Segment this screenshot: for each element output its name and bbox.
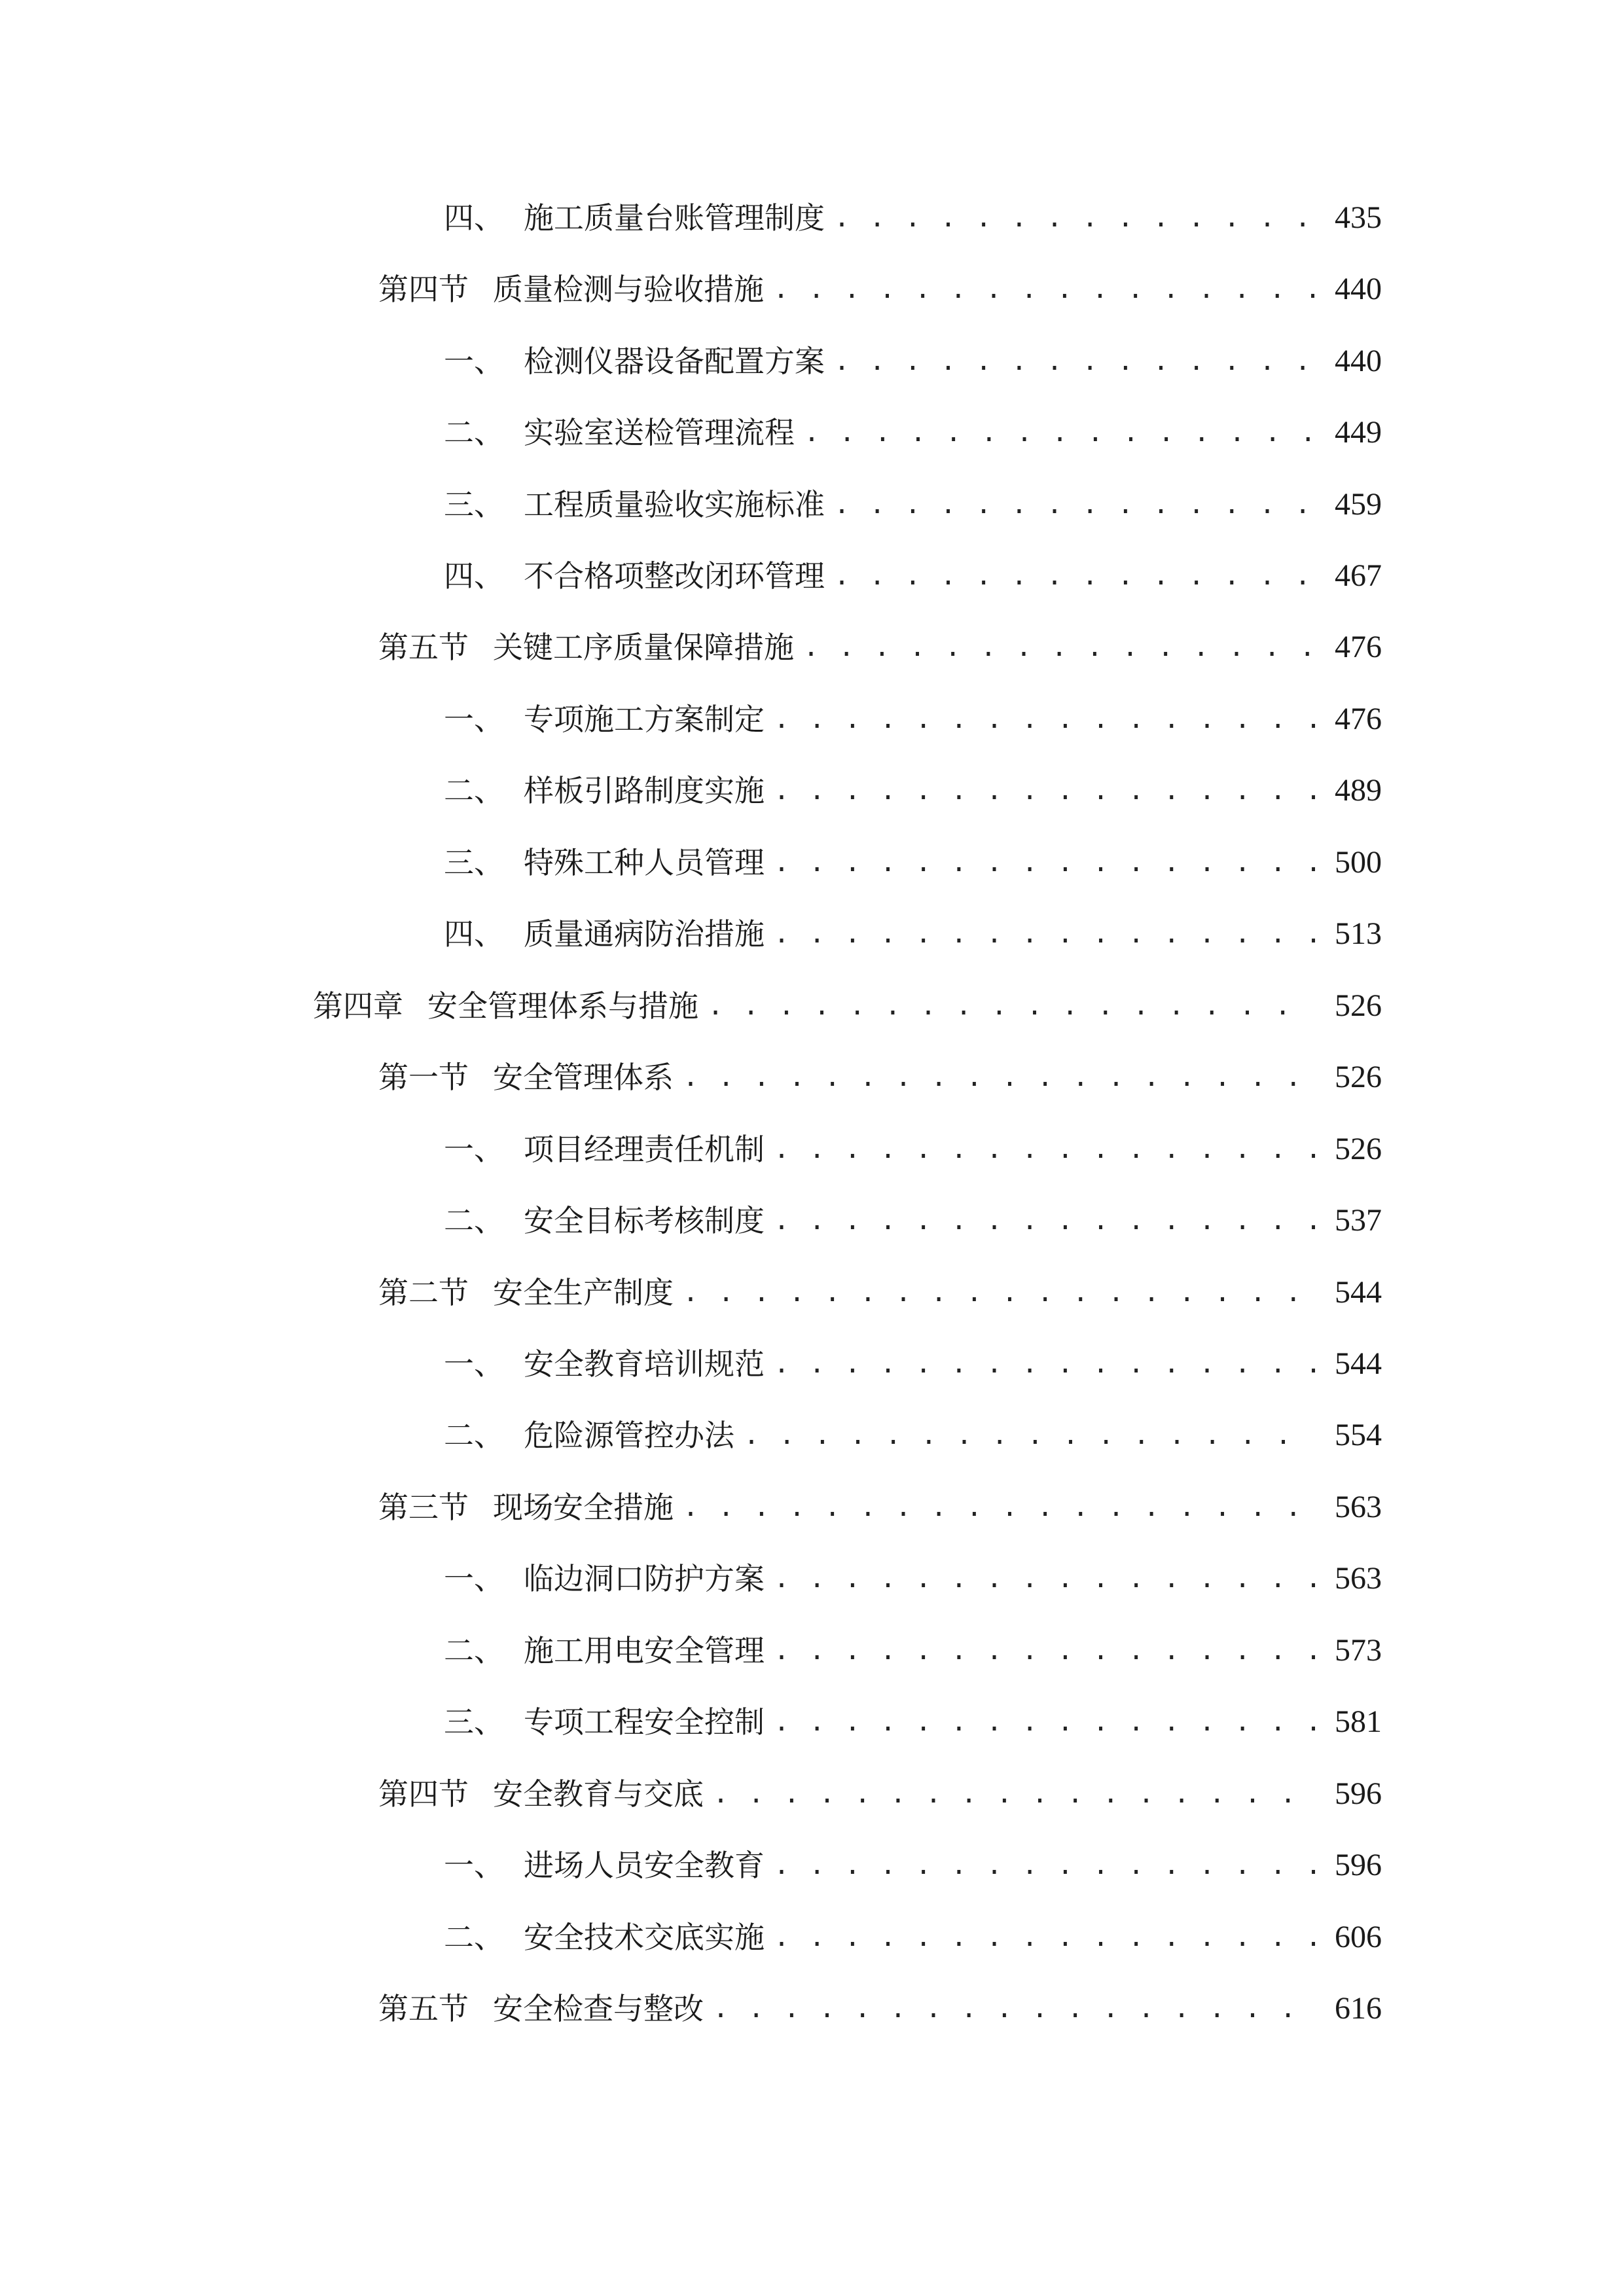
toc-entry[interactable] [444,410,1382,456]
entry-page-number: 476 [1335,702,1382,736]
toc-entry[interactable] [444,1126,1382,1172]
entry-number: 四、 [444,916,504,952]
dot-leader [774,768,1316,814]
entry-page-number: 563 [1335,1490,1382,1524]
entry-number: 一、 [444,1848,504,1883]
entry-page-number: 596 [1335,1848,1382,1882]
dot-leader [834,482,1316,528]
entry-number: 一、 [444,1132,504,1167]
entry-number: 一、 [444,1346,504,1382]
dot-leader [713,1986,1316,2032]
entry-title: 安全管理体系与措施 [427,988,698,1024]
toc-entry[interactable] [444,840,1382,886]
entry-page-number: 489 [1335,773,1382,808]
dot-leader [834,195,1316,241]
dot-leader [834,553,1316,599]
dot-leader [774,1628,1316,1674]
entry-title: 关键工序质量保障措施 [493,630,794,665]
toc-entry[interactable] [444,195,1382,241]
entry-page-number: 435 [1335,200,1382,235]
entry-number: 三、 [444,487,504,522]
entry-page-number: 596 [1335,1776,1382,1811]
entry-title: 质量通病防治措施 [524,916,765,952]
entry-number: 第一节 [378,1060,469,1095]
toc-entry[interactable] [444,1198,1382,1244]
dot-leader [744,1412,1316,1458]
toc-entry[interactable] [378,266,1382,312]
toc-entry[interactable] [444,1412,1382,1458]
entry-number: 第三节 [378,1490,469,1525]
dot-leader [774,1699,1316,1745]
toc-entry[interactable] [378,1986,1382,2032]
toc-entry[interactable] [444,911,1382,957]
entry-number: 二、 [444,773,504,808]
entry-title: 特殊工种人员管理 [524,845,765,880]
toc-entry[interactable] [444,1699,1382,1745]
entry-number: 四、 [444,200,504,236]
entry-title: 现场安全措施 [493,1490,674,1525]
entry-number: 二、 [444,1418,504,1453]
entry-number: 一、 [444,1561,504,1596]
toc-entry[interactable] [378,1771,1382,1817]
entry-page-number: 513 [1335,916,1382,951]
entry-page-number: 526 [1335,1132,1382,1166]
entry-title: 专项施工方案制定 [524,702,765,737]
entry-number: 第四节 [378,272,469,307]
entry-page-number: 440 [1335,344,1382,378]
entry-page-number: 544 [1335,1346,1382,1381]
entry-page-number: 440 [1335,272,1382,306]
entry-page-number: 476 [1335,630,1382,664]
entry-page-number: 449 [1335,415,1382,450]
entry-number: 二、 [444,1920,504,1955]
entry-number: 第二节 [378,1275,469,1310]
entry-title: 进场人员安全教育 [524,1848,765,1883]
entry-page-number: 563 [1335,1561,1382,1596]
toc-entry[interactable] [444,553,1382,599]
entry-page-number: 537 [1335,1203,1382,1238]
entry-number: 第四章 [313,988,403,1024]
dot-leader [683,1270,1316,1316]
dot-leader [683,1484,1316,1530]
toc-entry[interactable] [444,1628,1382,1674]
entry-title: 安全生产制度 [493,1275,674,1310]
toc-entry[interactable] [378,1484,1382,1530]
entry-page-number: 573 [1335,1633,1382,1668]
entry-number: 一、 [444,344,504,379]
entry-page-number: 467 [1335,558,1382,593]
toc-entry[interactable] [444,1341,1382,1387]
dot-leader [708,983,1316,1029]
dot-leader [774,1914,1316,1960]
entry-page-number: 500 [1335,845,1382,880]
entry-title: 检测仪器设备配置方案 [524,344,825,379]
dot-leader [803,624,1316,670]
toc-entry[interactable] [378,1270,1382,1316]
entry-number: 一、 [444,702,504,737]
entry-page-number: 606 [1335,1920,1382,1954]
entry-page-number: 554 [1335,1418,1382,1452]
dot-leader [774,911,1316,957]
entry-title: 项目经理责任机制 [524,1132,765,1167]
dot-leader [804,410,1316,456]
entry-title: 临边洞口防护方案 [524,1561,765,1596]
entry-page-number: 616 [1335,1991,1382,2026]
dot-leader [834,338,1316,384]
dot-leader [774,1341,1316,1387]
toc-entry[interactable] [313,983,1382,1029]
entry-title: 安全检查与整改 [493,1991,704,2026]
dot-leader [773,266,1316,312]
toc-entry[interactable] [444,338,1382,384]
entry-title: 专项工程安全控制 [524,1704,765,1740]
entry-title: 施工用电安全管理 [524,1633,765,1668]
entry-title: 施工质量台账管理制度 [524,200,825,236]
toc-entry[interactable] [444,1842,1382,1888]
entry-number: 第五节 [378,1991,469,2026]
dot-leader [683,1054,1316,1100]
toc-entry[interactable] [444,696,1382,742]
entry-page-number: 526 [1335,1060,1382,1094]
toc-entry[interactable] [444,768,1382,814]
dot-leader [774,1126,1316,1172]
entry-page-number: 581 [1335,1704,1382,1739]
entry-number: 第五节 [378,630,469,665]
toc-entry[interactable] [378,1054,1382,1100]
dot-leader [774,696,1316,742]
entry-number: 二、 [444,1203,504,1238]
entry-title: 不合格项整改闭环管理 [524,558,825,594]
toc-entry[interactable] [444,1914,1382,1960]
entry-title: 工程质量验收实施标准 [524,487,825,522]
dot-leader [774,1198,1316,1244]
dot-leader [774,840,1316,886]
toc-entry[interactable] [444,482,1382,528]
entry-title: 安全目标考核制度 [524,1203,765,1238]
entry-title: 安全教育培训规范 [524,1346,765,1382]
dot-leader [774,1842,1316,1888]
entry-number: 三、 [444,845,504,880]
dot-leader [774,1556,1316,1602]
entry-number: 第四节 [378,1776,469,1812]
entry-title: 实验室送检管理流程 [524,415,795,450]
entry-title: 质量检测与验收措施 [493,272,764,307]
dot-leader [713,1771,1316,1817]
entry-title: 危险源管控办法 [524,1418,734,1453]
entry-number: 四、 [444,558,504,594]
entry-title: 样板引路制度实施 [524,773,765,808]
entry-page-number: 526 [1335,988,1382,1023]
entry-title: 安全技术交底实施 [524,1920,765,1955]
entry-page-number: 459 [1335,487,1382,522]
toc-entry[interactable] [444,1556,1382,1602]
entry-number: 三、 [444,1704,504,1740]
entry-title: 安全教育与交底 [493,1776,704,1812]
entry-number: 二、 [444,1633,504,1668]
entry-title: 安全管理体系 [493,1060,674,1095]
toc-entry[interactable] [378,624,1382,670]
entry-page-number: 544 [1335,1275,1382,1310]
entry-number: 二、 [444,415,504,450]
